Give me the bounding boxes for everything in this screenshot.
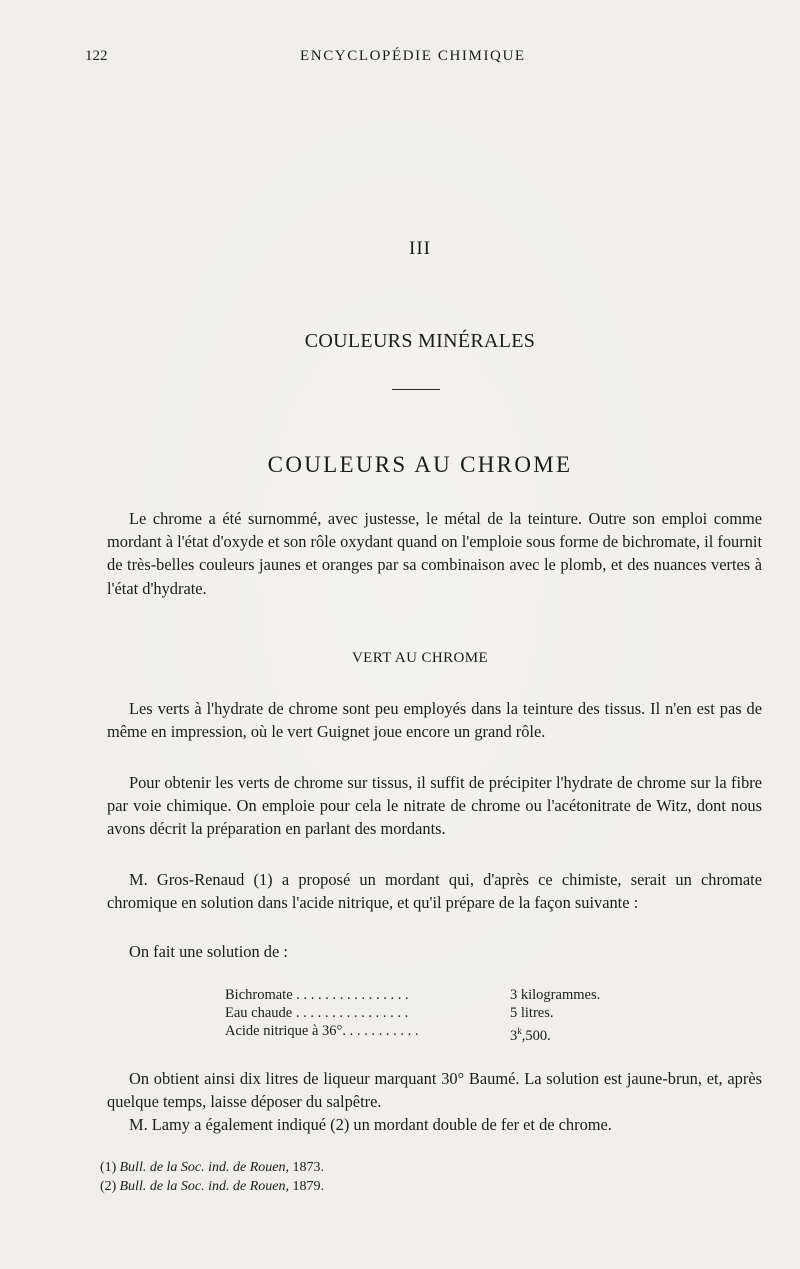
footnotes <box>100 1158 700 1196</box>
quantity-decimal: ,500. <box>521 1027 551 1044</box>
hydrate-paragraph: Les verts à l'hydrate de chrome sont peu employés dans la teinture des tissus. Il n'en est pas de même en impression, où le vert Guignet joue encore un grand rôle. <box>107 699 762 742</box>
recipe-quantity <box>510 1022 551 1045</box>
running-title: ENCYCLOPÉDIE CHIMIQUE <box>300 48 526 64</box>
recipe-row <box>225 1004 645 1022</box>
footnote <box>100 1158 700 1177</box>
footnote-ref: (2) <box>100 1179 117 1194</box>
footnote-journal: Bull. de la Soc. ind. de Rouen, <box>119 1160 290 1175</box>
chapter-title: COULEURS AU CHROME <box>267 452 573 477</box>
footnote-year: 1879. <box>292 1179 325 1194</box>
subsection-title: VERT AU CHROME <box>351 650 489 666</box>
recipe-row <box>225 1022 645 1044</box>
quantity-unit: k <box>517 1026 522 1036</box>
section-divider <box>392 389 440 390</box>
page-header <box>85 48 760 72</box>
footnote-ref: (1) <box>100 1160 117 1175</box>
solution-intro-paragraph: On fait une solution de : <box>129 942 288 961</box>
result-paragraph: On obtient ainsi dix litres de liqueur marquant 30° Baumé. La solution est jaune-brun, et, après quelque temps, laisse déposer du salpêtre. <box>107 1069 762 1112</box>
recipe-table <box>225 986 645 1044</box>
recipe-ingredient: Eau chaude . . . . . . . . . . . . . . . . <box>225 1005 409 1021</box>
footnote <box>100 1177 700 1196</box>
method-paragraph: Pour obtenir les verts de chrome sur tissus, il suffit de précipiter l'hydrate de chrome sur la fibre par voie chimique. On emploie pour cela le nitrate de chrome ou l'acétonitrate de Witz, dont nous avons décrit la préparation en parlant des mordants. <box>107 773 762 839</box>
recipe-ingredient: Bichromate . . . . . . . . . . . . . . . . <box>225 987 409 1003</box>
quantity-number: 3 <box>510 1027 518 1044</box>
section-title: COULEURS MINÉRALES <box>304 330 536 352</box>
footnote-year: 1873. <box>292 1160 325 1175</box>
recipe-quantity: 5 litres. <box>510 1005 554 1021</box>
lamy-paragraph: M. Lamy a également indiqué (2) un mordant double de fer et de chrome. <box>129 1115 612 1134</box>
page-number: 122 <box>85 48 108 64</box>
section-number: III <box>409 238 431 259</box>
recipe-ingredient: Acide nitrique à 36°. . . . . . . . . . . <box>225 1023 419 1039</box>
recipe-row <box>225 986 645 1004</box>
recipe-quantity: 3 kilogrammes. <box>510 987 601 1003</box>
footnote-journal: Bull. de la Soc. ind. de Rouen, <box>119 1179 290 1194</box>
intro-paragraph: Le chrome a été surnommé, avec justesse, le métal de la teinture. Outre son emploi comme mordant à l'état d'oxyde et son rôle oxydant quand on l'emploie sous forme de bichromate, il fournit de très-belles couleurs jaunes et oranges par sa combinaison avec le plomb, et des nuances vertes à l'état d'hydrate. <box>107 509 762 598</box>
gros-renaud-paragraph: M. Gros-Renaud (1) a proposé un mordant qui, d'après ce chimiste, serait un chromate chromique en solution dans l'acide nitrique, et qu'il prépare de la façon suivante : <box>107 870 762 913</box>
